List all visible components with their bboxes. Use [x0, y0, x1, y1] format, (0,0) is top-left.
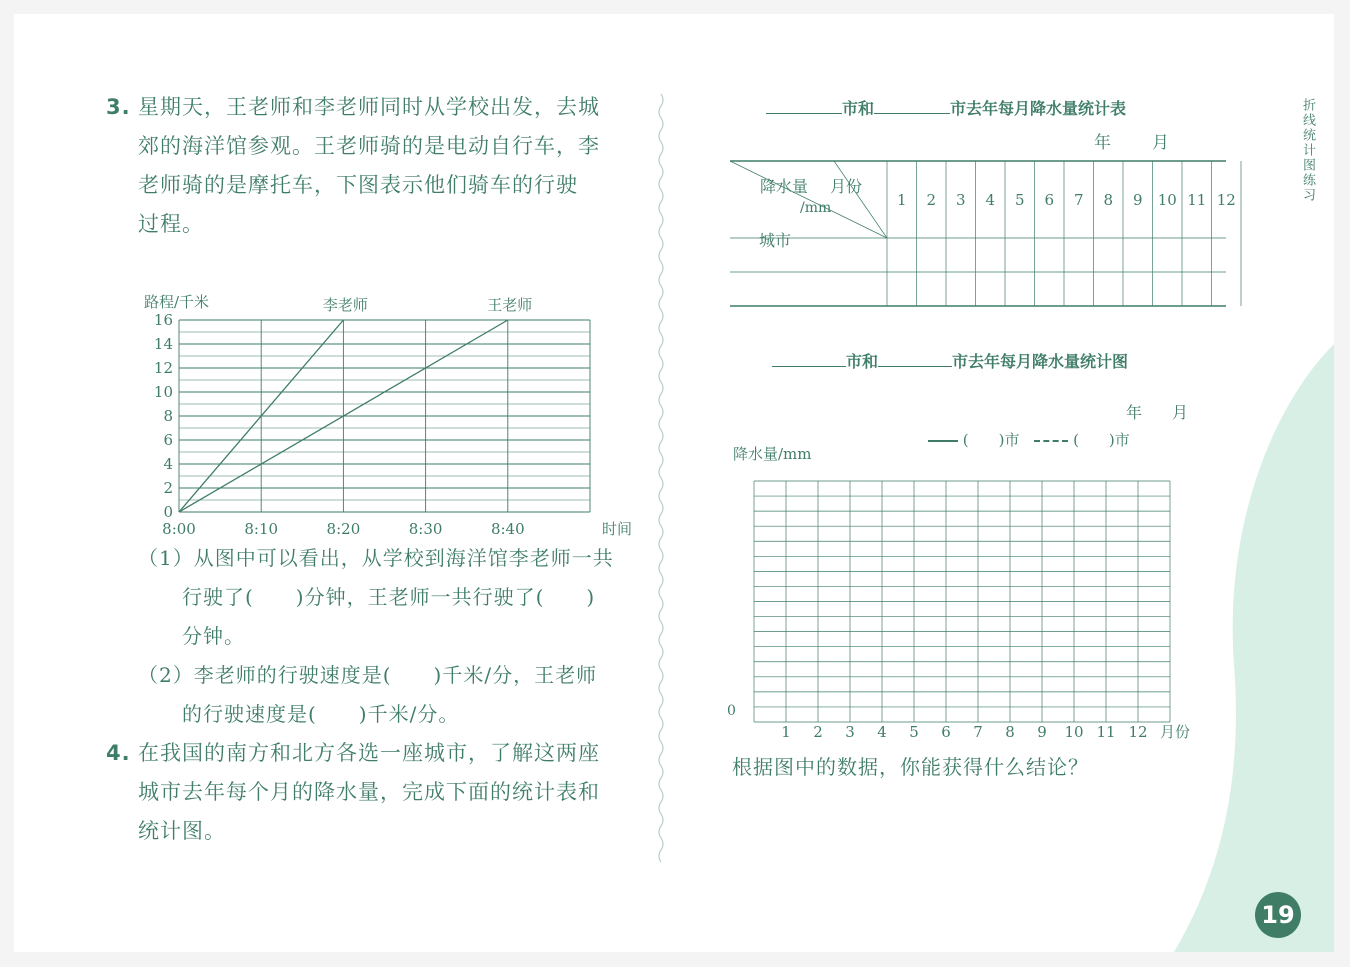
- graph-xlabel: 3: [845, 723, 855, 741]
- q3-line-4: 过程。: [138, 212, 204, 236]
- q4-line-3: 统计图。: [138, 819, 226, 843]
- y-tick-label: 16: [153, 311, 173, 329]
- header-city: 城市: [759, 231, 792, 250]
- question-4: [106, 734, 600, 851]
- table-month-header: 7: [1073, 191, 1084, 209]
- y-tick-label: 6: [163, 431, 173, 449]
- table-title: [766, 96, 1126, 119]
- graph-date-year: 年: [1126, 403, 1143, 422]
- sub1-line-3: 分钟。: [182, 624, 245, 648]
- graph-city-blank-2[interactable]: [878, 366, 952, 367]
- graph-xlabel: 8: [1005, 723, 1015, 741]
- graph-xlabel: 12: [1128, 723, 1148, 741]
- table-month-header: 1: [896, 191, 907, 209]
- graph-date: [1126, 400, 1188, 423]
- graph-xlabel: 7: [973, 723, 983, 741]
- page-number-badge: 19: [1255, 892, 1301, 938]
- graph-xlabel: 4: [877, 723, 887, 741]
- city-blank-1[interactable]: [766, 113, 842, 114]
- table-month-header: 2: [926, 191, 937, 209]
- graph-xlabel: 10: [1064, 723, 1084, 741]
- rainfall-table: [714, 159, 1236, 311]
- header-rainfall: 降水量: [760, 177, 809, 196]
- table-title-end: 市去年每月降水量统计表: [950, 99, 1127, 118]
- graph-zero: 0: [727, 703, 736, 719]
- graph-title-mid: 市和: [846, 352, 879, 371]
- conclusion-question: 根据图中的数据，你能获得什么结论？: [732, 755, 1089, 779]
- x-axis-label: 时间: [602, 520, 633, 538]
- question-4-number: 4.: [106, 741, 131, 765]
- x-tick-label: 8:20: [326, 520, 361, 538]
- table-title-mid: 市和: [842, 99, 875, 118]
- question-3-number: 3.: [106, 95, 131, 119]
- series-label: 李老师: [322, 296, 368, 314]
- y-tick-label: 12: [153, 359, 173, 377]
- table-date: [1094, 124, 1170, 163]
- workbook-page: [14, 14, 1334, 952]
- sub2-line-1: （2）李老师的行驶速度是( )千米/分，王老师: [138, 663, 598, 687]
- x-tick-label: 8:10: [244, 520, 279, 538]
- q3-line-2: 郊的海洋馆参观。王老师骑的是电动自行车，李: [138, 134, 600, 158]
- question-3: [106, 88, 600, 244]
- graph-date-month: 月: [1172, 403, 1189, 422]
- q4-line-1: 在我国的南方和北方各选一座城市，了解这两座: [138, 741, 600, 765]
- city-blank-2[interactable]: [874, 113, 950, 114]
- table-month-header: 9: [1132, 191, 1143, 209]
- table-month-header: 5: [1014, 191, 1025, 209]
- graph-xlabels: [781, 723, 1147, 741]
- table-date-month: 月: [1152, 133, 1170, 153]
- table-month-headers: [897, 191, 1236, 209]
- chart-labels: [144, 293, 632, 538]
- table-month-header: 12: [1216, 191, 1236, 209]
- series-label: 王老师: [487, 296, 533, 314]
- page-divider: [654, 94, 668, 874]
- distance-time-chart: [124, 276, 633, 538]
- graph-title-end: 市去年每月降水量统计图: [952, 352, 1129, 371]
- x-tick-label: 8:30: [408, 520, 443, 538]
- y-tick-label: 8: [163, 407, 173, 425]
- q3-line-1: 星期天，王老师和李老师同时从学校出发，去城: [138, 95, 600, 119]
- side-tab-label: 折线统计图练习: [1300, 98, 1315, 203]
- graph-ylabel: 降水量/mm: [733, 445, 812, 463]
- legend-2-blank[interactable]: ( ): [1073, 431, 1115, 449]
- table-month-header: 8: [1103, 191, 1114, 209]
- y-tick-label: 4: [163, 455, 173, 473]
- table-month-header: 3: [955, 191, 966, 209]
- q3-subquestion-1: [138, 539, 614, 656]
- q3-line-3: 老师骑的是摩托车，下图表示他们骑车的行驶: [138, 173, 578, 197]
- table-month-header: 4: [985, 191, 996, 209]
- legend-1-blank[interactable]: ( ): [962, 431, 1005, 449]
- header-diagonal: [834, 161, 887, 238]
- graph-xlabel: 11: [1096, 723, 1116, 741]
- y-tick-label: 10: [153, 383, 173, 401]
- graph-city-blank-1[interactable]: [772, 366, 846, 367]
- x-tick-label: 8:40: [490, 520, 525, 538]
- graph-xunit: 月份: [1160, 723, 1191, 741]
- legend-2-city: 市: [1114, 431, 1130, 449]
- header-unit: /mm: [800, 200, 832, 216]
- y-tick-label: 0: [163, 503, 173, 521]
- graph-xlabel: 1: [781, 723, 791, 741]
- graph-xlabel: 5: [909, 723, 919, 741]
- graph-xlabel: 6: [941, 723, 951, 741]
- chart-grid: [179, 320, 590, 512]
- y-tick-label: 2: [163, 479, 173, 497]
- q4-line-2: 城市去年每个月的降水量，完成下面的统计表和: [138, 780, 600, 804]
- legend-1-city: 市: [1004, 431, 1020, 449]
- x-tick-label: 8:00: [162, 520, 196, 538]
- table-month-header: 10: [1157, 191, 1177, 209]
- sub1-line-1: （1）从图中可以看出，从学校到海洋馆李老师一共: [138, 546, 614, 570]
- graph-grid: [754, 481, 1170, 722]
- q3-subquestion-2: [138, 656, 597, 734]
- rainfall-graph: [719, 439, 1209, 744]
- graph-xlabel: 9: [1037, 723, 1047, 741]
- table-date-year: 年: [1094, 133, 1112, 153]
- y-axis-label: 路程/千米: [144, 293, 210, 311]
- header-month: 月份: [830, 177, 863, 196]
- table-month-header: 6: [1044, 191, 1055, 209]
- sub1-line-2: 行驶了( )分钟，王老师一共行驶了( ): [182, 585, 596, 609]
- graph-xlabel: 2: [813, 723, 823, 741]
- y-tick-label: 14: [153, 335, 173, 353]
- table-month-header: 11: [1187, 191, 1207, 209]
- sub2-line-2: 的行驶速度是( )千米/分。: [182, 702, 460, 726]
- graph-title: [772, 349, 1128, 372]
